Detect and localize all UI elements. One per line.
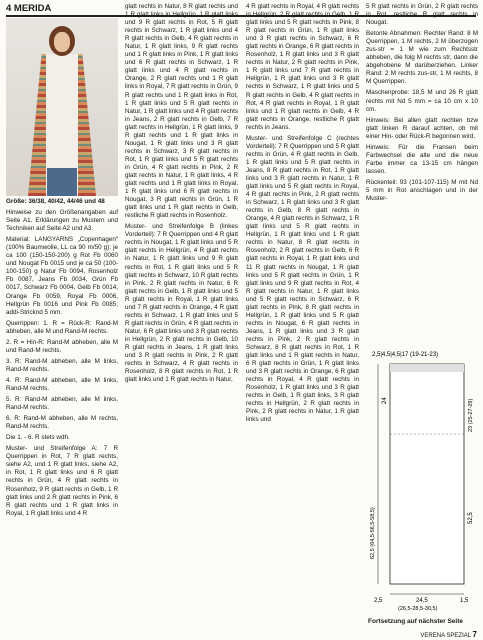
magazine-name: VERENA [420, 633, 445, 639]
page-number: 7 [472, 630, 477, 639]
sizes-text: Größe: 36/38, 40/42, 44/46 und 48 [6, 198, 105, 205]
schema-bottom-mid: 24,5 [416, 598, 428, 604]
face-shape [54, 32, 70, 52]
column-1 [6, 198, 118, 521]
querrippen-r3: 3. R: Rand-M abheben, alle M links, Rand-M rechts. [6, 357, 118, 373]
schema-left-bottom: 62,5 (64,5-56,5-58,5) [370, 507, 376, 559]
streifenfolge-a: Muster- und Streifenfolge A: 7 R Querrippen in Rot, 7 R glatt rechts, siehe A2, und 1 R glatt links, siehe A2, in Rot, 1 R glatt links und 6 R glatt rechts in Grün, 4 R glatt rechts in Rosenholz, 9 R glatt rechts in Gelb, 1 R glatt links und 2 R glatt rechts in Pink, 6 R glatt rechts und 1 R glatt links in Royal, 1 R glatt links und 4 R [6, 445, 118, 517]
back-panel-outline [390, 364, 464, 584]
continue-note: Fortsetzung auf nächster Seite [368, 618, 463, 625]
neck-band [390, 364, 464, 372]
page-title: 4 MERIDA [6, 3, 52, 14]
schema-left-top: 24 [382, 397, 388, 404]
streifenfolge-c: Muster- und Streifenfolge C (rechtes Vorderteil): 7 R Querrippen und 5 R glatt rechts in Grün, 4 R glatt rechts in Gelb, 1 R glatt links und 5 R glatt rechts in Jeans, 8 R glatt rechts in Rot, 1 R glatt links und 3 R glatt rechts in Natur, 1 R glatt links und 5 R glatt rechts in Royal, 4 R glatt rechts in Pink, 2 R glatt rechts in Schwarz, 1 R glatt links und 3 R glatt rechts in Gelb, 8 R glatt rechts in Orange, 4 R glatt rechts in Schwarz, 1 R glatt links und 5 R glatt rechts in Hellgrün, 1 R glatt links und 1 R glatt rechts in Natur, 8 R glatt rechts in Rosenholz, 2 R glatt rechts in Gelb, 6 R glatt rechts in Royal, 1 R glatt links und 11 R glatt rechts in Nougat, 1 R glatt links und 5 R glatt rechts in Grün, 1 R glatt links und 9 R glatt rechts in Rot, 4 R glatt rechts in Natur, 1 R glatt links und 5 R glatt rechts in Schwarz, 6 R glatt rechts in Pink, 8 R glatt rechts in Hellgrün, 1 R glatt links und 5 R glatt rechts in Nougat, 6 R glatt rechts in Jeans, 1 R glatt links und 3 R glatt rechts in Pink, 2 R glatt rechts in Schwarz, 8 R glatt rechts in Rot, 1 R glatt links und 1 R glatt rechts in Natur, 6 R glatt rechts in Grün, 1 R glatt links und 3 R glatt rechts in Orange, 6 R glatt rechts in Royal, 4 R glatt rechts in Rosenholz, 1 R glatt links und 3 R glatt rechts in Gelb, 1 R glatt links, 3 R glatt rechts in Hellgrün, 2 R glatt rechts in Pink, 2 R glatt rechts in Natur, 1 R glatt links und [246, 134, 359, 424]
betonte-abnahmen: Betonte Abnahmen: Rechter Rand: 8 M Querrippen, 1 M rechts, 2 M überzogen zus-str = 1 M wie zum Rechtsstr abheben, die folg M rechts str, dann die abgehobene M darüberziehen. Linker Rand: 2 M rechts zus-str, 1 M rechts, 8 M Querrippen. [366, 30, 478, 86]
column-4 [366, 3, 478, 206]
model-photo [6, 18, 118, 196]
rueckenteil: Rückenteil: 93 (101-107-115) M mit Nd 5 mm in Rot anschlagen und in der Muster- [366, 178, 478, 203]
hinweis-fransen: Hinweis: Für die Fransen beim Farbwechsel die alte und die neue Farbe immer ca 13-15 cm hängen lassen. [366, 143, 478, 175]
schema-right-low: 52,5 [468, 512, 474, 524]
streifenfolge-a-cont: glatt rechts in Natur, 8 R glatt rechts und 1 R glatt links in Hellgrün, 1 R glatt links und 9 R glatt rechts in Rot, 5 R glatt rechts in Schwarz, 1 R glatt links und 4 R glatt rechts in Gelb, 4 R glatt rechts in Natur, 1 R glatt links, 9 R glatt rechts und 1 R glatt links in Pink, 1 R glatt links und 6 R glatt rechts in Schwarz, 1 R glatt links und 4 R glatt rechts in Orange, 2 R glatt rechts und 1 R glatt links in Royal, 7 R glatt rechts in Grün, 9 R glatt rechts und 1 R glatt links in Rot, 1 R glatt links und 5 R glatt rechts in Natur, 1 R glatt links und 4 R glatt rechts in Jeans, 2 R glatt rechts in Gelb, 7 R glatt rechts in Hellgrün, 1 R glatt links, 9 R glatt rechts und 1 R glatt links in Nougat, 1 R glatt links und 3 R glatt rechts in Schwarz, 3 R glatt rechts in Rot, 1 R glatt links und 5 R glatt rechts in Grün, 4 R glatt rechts in Pink, 2 R glatt rechts in Natur, 1 R glatt links, 4 R glatt rechts und 1 R glatt links in Royal, 1 R glatt links und 6 R glatt rechts in Nougat, 3 R glatt rechts in Grün, 1 R glatt links und 1 R glatt rechts in Gelb, restliche R glatt rechts in Rosenholz. [125, 3, 238, 220]
page-footer [420, 630, 477, 639]
querrippen-r5: 5. R: Rand-M abheben, alle M links, Rand-M rechts. [6, 396, 118, 412]
querrippen-repeat: Die 1. - 6. R stets wdh. [6, 434, 70, 442]
material-text: Material: LANGYARNS „Copenhagen“ (100% Baumwolle, LL ca 90 m/50 g): je ca 100 (150-150-200) g Rot Fb 0060 und Nougat Fb 0015 und je ca 50 (100-100-150) g Natur Fb 0094, Rosenholz Fb 0087, Jeans Fb 0034, Grün Fb 0017, Schwarz Fb 0004, Gelb Fb 0014, Orange Fb 0059, Royal Fb 0006, Hellgrün Fb 0016 und Pink Fb 0085; addi-Stricknd 5 mm. [6, 236, 118, 316]
querrippen-r6: 6. R: Rand-M abheben, alle M rechts, Rand-M rechts. [6, 415, 118, 431]
hinweis-reihen: Hinweis: Bei allen glatt rechten bzw glatt linken R darauf achten, ob mit einer Hin- oder Rück-R begonnen wird. [366, 116, 478, 140]
sizes-hint: Hinweise zu den Größenangaben auf Seite A1. Erklärungen zu Mustern und Techniken auf Seite A2 und A3. [6, 209, 118, 233]
streifenfolge-c-cont: 5 R glatt rechts in Grün, 2 R glatt rechts in Rot, restliche R glatt rechts in Nougat. [366, 3, 478, 27]
magazine-issue: SPEZIAL [446, 633, 471, 639]
streifenfolge-b: Muster- und Streifenfolge B (linkes Vorderteil): 7 R Querrippen und 4 R glatt rechts in Nougat, 1 R glatt links und 5 R glatt rechts in Hellgrün, 4 R glatt rechts in Natur, 1 R glatt links und 9 R glatt rechts in Rot, 1 R glatt links und 5 R glatt rechts in Schwarz, 10 R glatt rechts in Pink, 2 R glatt rechts in Natur, 6 R glatt rechts in Gelb, 1 R glatt links und 5 R glatt rechts in Royal, 1 R glatt links und 7 R glatt rechts in Orange, 4 R glatt rechts in Schwarz, 1 R glatt links und 5 R glatt rechts in Grün, 4 R glatt rechts in Natur, 6 R glatt links und 3 R glatt rechts in Hellgrün, 2 R glatt rechts in Gelb, 10 R glatt rechts in Jeans, 1 R glatt links und 3 R glatt rechts in Pink, 2 R glatt rechts in Schwarz, 4 R glatt rechts in Rosenholz, 8 R glatt rechts in Rot, 1 R glatt links und 1 R glatt rechts in Natur, [125, 223, 238, 384]
schema-bottom-right: 1,5 [460, 598, 469, 604]
schema-top-dims: 2,5|4,5|4,5|17 (19-21-23) [372, 352, 439, 358]
jeans-shape [47, 168, 77, 196]
querrippen-r4: 4. R: Rand-M abheben, alle M links, Rand-M rechts. [6, 376, 118, 392]
streifenfolge-b-cont: 4 R glatt rechts in Royal, 4 R glatt rechts in Hellgrün, 2 R glatt rechts in Gelb, 1 R glatt links und 5 R glatt rechts in Pink, 8 R glatt rechts in Grün, 1 R glatt links und 3 R glatt rechts in Schwarz, 6 R glatt rechts in Orange, 6 R glatt rechts in Rosenholz, 1 R glatt links und 3 R glatt rechts in Natur, 2 R glatt rechts in Pink, 1 R glatt links und 7 R glatt rechts in Hellgrün, 1 R glatt links und 3 R glatt rechts in Schwarz, 1 R glatt links und 5 R glatt rechts in Gelb, 4 R glatt rechts in Rot, 4 R glatt rechts in Royal, 1 R glatt links und 1 R glatt rechts in Gelb, 4 R glatt rechts in Orange, restliche R glatt rechts in Jeans. [246, 3, 359, 131]
column-2 [125, 3, 238, 387]
querrippen-r2: 2. R = Hin-R: Rand-M abheben, alle M und Rand-M rechts. [6, 338, 118, 354]
querrippen-r1: Querrippen: 1. R = Rück-R: Rand-M abheben, alle M und Rand-M rechts. [6, 319, 118, 335]
column-3 [246, 3, 359, 427]
schema-bottom-left: 2,5 [374, 598, 383, 604]
maschenprobe: Maschenprobe: 18,5 M und 26 R glatt rechts mit Nd 5 mm = ca 10 cm x 10 cm. [366, 89, 478, 113]
schema-bottom-sub: (26,5-28,5-30,5) [398, 606, 438, 612]
schema-right-mid: 23 (25-27-29) [468, 398, 474, 432]
pattern-schematic [368, 344, 480, 624]
